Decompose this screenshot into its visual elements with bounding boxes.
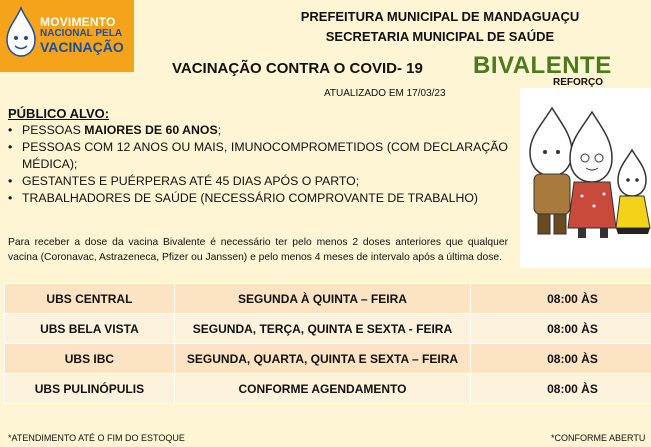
ubs-time: 08:00 ÀS <box>471 344 651 374</box>
table-row <box>5 284 651 314</box>
campaign-logo <box>0 0 134 72</box>
audience-item-text: PESSOAS COM 12 ANOS OU MAIS, IMUNOCOMPROMETIDOS (COM DECLARAÇÃO MÉDICA); <box>22 140 508 171</box>
audience-list <box>8 122 508 207</box>
audience-item <box>8 139 508 173</box>
audience-item <box>8 173 508 190</box>
family-drawing <box>520 88 651 268</box>
ubs-name: UBS PULINÓPULIS <box>5 374 175 404</box>
logo-line-2: NACIONAL PELA <box>40 28 123 39</box>
table-row <box>5 314 651 344</box>
ze-gotinha-family-illustration <box>520 88 651 268</box>
audience-item-bold: MAIORES DE 60 ANOS <box>84 123 218 137</box>
audience-item-text: TRABALHADORES DE SAÚDE (NECESSÁRIO COMPROVANTE DE TRABALHO) <box>22 191 478 205</box>
updated-date: ATUALIZADO EM 17/03/23 <box>324 88 446 99</box>
audience-item-text: GESTANTES E PUÉRPERAS ATÉ 45 DIAS APÓS O PARTO; <box>22 174 360 188</box>
prefeitura-heading: PREFEITURA MUNICIPAL DE MANDAGUAÇU <box>300 9 580 24</box>
ubs-time: 08:00 ÀS <box>471 314 651 344</box>
ubs-days: CONFORME AGENDAMENTO <box>174 374 470 404</box>
ubs-name: UBS IBC <box>5 344 175 374</box>
stock-footnote: *ATENDIMENTO ATÉ O FIM DO ESTOQUE <box>8 433 185 443</box>
logo-line-3: VACINAÇÃO <box>40 39 124 55</box>
eligibility-note: Para receber a dose da vacina Bivalente é necessário ter pelo menos 2 doses anteriores que qualquer vacina (Coronavac, Astrazeneca, Pfizer ou Janssen) e pelo menos 4 meses de intervalo após a última dose. <box>8 237 508 263</box>
audience-heading: PÚBLICO ALVO: <box>8 106 110 121</box>
ze-gotinha-icon <box>4 6 38 60</box>
bivalente-label: BIVALENTE <box>473 52 612 79</box>
ubs-name: UBS BELA VISTA <box>5 314 175 344</box>
ubs-schedule-table <box>4 283 651 404</box>
audience-item <box>8 190 508 207</box>
ubs-days: SEGUNDA, QUARTA, QUINTA E SEXTA – FEIRA <box>174 344 470 374</box>
table-row <box>5 344 651 374</box>
ubs-days: SEGUNDA, TERÇA, QUINTA E SEXTA - FEIRA <box>174 314 470 344</box>
secretaria-heading: SECRETARIA MUNICIPAL DE SAÚDE <box>325 29 555 44</box>
opening-footnote: *CONFORME ABERTU <box>551 433 646 443</box>
reforco-label: REFORÇO <box>553 77 603 88</box>
ubs-time: 08:00 ÀS <box>471 284 651 314</box>
ubs-days: SEGUNDA À QUINTA – FEIRA <box>174 284 470 314</box>
ubs-name: UBS CENTRAL <box>5 284 175 314</box>
audience-item-end: ; <box>217 123 222 137</box>
page-title: VACINAÇÃO CONTRA O COVID- 19 <box>172 60 423 77</box>
ubs-time: 08:00 ÀS <box>471 374 651 404</box>
table-row <box>5 374 651 404</box>
audience-item <box>8 122 508 139</box>
audience-item-text: PESSOAS <box>22 123 85 137</box>
logo-line-1: MOVIMENTO <box>40 15 116 29</box>
